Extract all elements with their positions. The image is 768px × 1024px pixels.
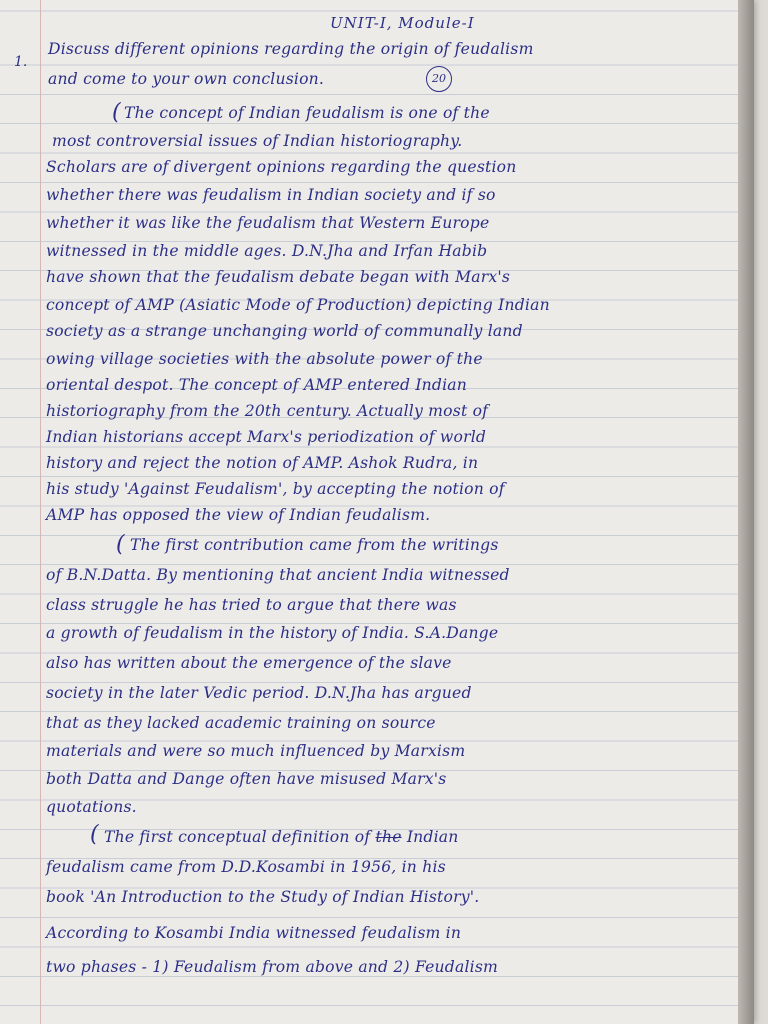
text-line-11: society as a strange unchanging world of communally land [46, 322, 523, 340]
text-line-23: also has written about the emergence of the slave [46, 654, 452, 672]
text-line-31: book 'An Introduction to the Study of Indian History'. [46, 888, 480, 906]
text-line-16: history and reject the notion of AMP. Ashok Rudra, in [46, 454, 479, 472]
text-line-14: historiography from the 20th century. Actually most of [46, 402, 489, 420]
margin-line [40, 0, 41, 1024]
text-line-32: According to Kosambi India witnessed feudalism in [46, 924, 462, 942]
text-line-24: society in the later Vedic period. D.N.Jha has argued [46, 684, 472, 702]
text-line-28: quotations. [46, 798, 137, 816]
text-line-27: both Datta and Dange often have misused Marx's [46, 770, 447, 788]
text-line-17: his study 'Against Feudalism', by accepting the notion of [46, 480, 505, 498]
text-line-4: most controversial issues of Indian historiography. [52, 132, 463, 150]
text-line-7: whether it was like the feudalism that Western Europe [46, 214, 490, 232]
bracket-mark: ( [116, 532, 125, 557]
text-line-22: a growth of feudalism in the history of India. S.A.Dange [46, 624, 499, 642]
text-line-1: Discuss different opinions regarding the origin of feudalism [48, 40, 534, 58]
text-line-30: feudalism came from D.D.Kosambi in 1956, in his [46, 858, 446, 876]
text-line-29-tail: Indian [406, 828, 459, 846]
marks-circle: 20 [426, 66, 452, 92]
text-line-10: concept of AMP (Asiatic Mode of Production) depicting Indian [46, 296, 550, 314]
text-line-15: Indian historians accept Marx's periodization of world [46, 428, 487, 446]
text-line-29-main: The first conceptual definition of [104, 828, 371, 846]
unit-heading: UNIT-I, Module-I [330, 14, 475, 32]
text-line-18: AMP has opposed the view of Indian feudalism. [46, 506, 431, 524]
struck-word: the [375, 828, 402, 846]
text-line-3: The concept of Indian feudalism is one of the [124, 104, 490, 122]
question-number: 1. [14, 54, 28, 70]
text-line-5: Scholars are of divergent opinions regarding the question [46, 158, 517, 176]
text-line-26: materials and were so much influenced by Marxism [46, 742, 466, 760]
text-line-25: that as they lacked academic training on source [46, 714, 436, 732]
page-edge [738, 0, 754, 1024]
text-line-12: owing village societies with the absolute power of the [46, 350, 483, 368]
text-line-20: of B.N.Datta. By mentioning that ancient India witnessed [46, 566, 510, 584]
text-line-29 [104, 828, 459, 846]
text-line-13: oriental despot. The concept of AMP entered Indian [46, 376, 468, 394]
text-line-6: whether there was feudalism in Indian society and if so [46, 186, 496, 204]
text-line-33: two phases - 1) Feudalism from above and 2) Feudalism [46, 958, 499, 976]
text-line-8: witnessed in the middle ages. D.N.Jha and Irfan Habib [46, 242, 488, 260]
bracket-mark: ( [112, 100, 121, 125]
text-line-21: class struggle he has tried to argue that there was [46, 596, 457, 614]
text-line-9: have shown that the feudalism debate began with Marx's [46, 268, 511, 286]
text-line-19: The first contribution came from the writings [130, 536, 499, 554]
text-line-2: and come to your own conclusion. [48, 70, 325, 88]
bracket-mark: ( [90, 822, 99, 847]
